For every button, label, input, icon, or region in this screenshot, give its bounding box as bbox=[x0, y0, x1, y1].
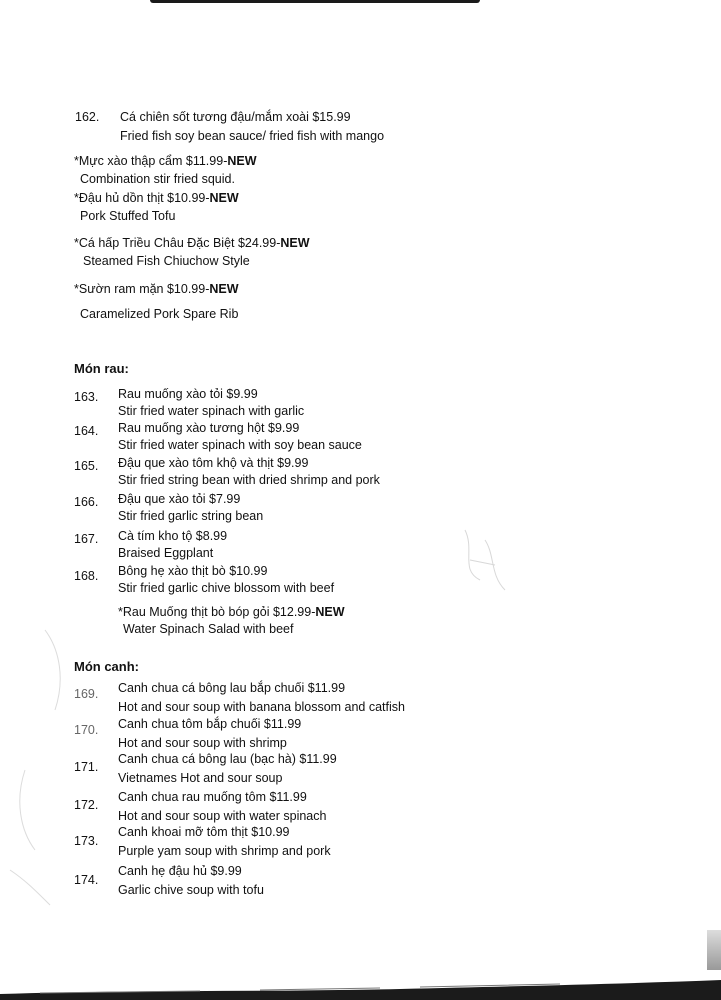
item-number: 168. bbox=[74, 569, 99, 583]
item-number: 164. bbox=[74, 424, 99, 438]
item-description: Stir fried water spinach with soy bean sauce bbox=[118, 438, 362, 452]
item-description: Stir fried string bean with dried shrimp and pork bbox=[118, 473, 380, 487]
new-badge: NEW bbox=[315, 605, 345, 619]
item-number: 172. bbox=[74, 798, 99, 812]
special-description: Water Spinach Salad with beef bbox=[123, 622, 294, 636]
item-name: Canh hẹ đậu hủ $9.99 bbox=[118, 864, 242, 878]
item-description: Garlic chive soup with tofu bbox=[118, 883, 264, 897]
item-number: 167. bbox=[74, 532, 99, 546]
special-item bbox=[74, 189, 239, 225]
special-name: *Rau Muống thịt bò bóp gỏi $12.99- bbox=[118, 605, 316, 619]
special-item bbox=[74, 280, 239, 298]
item-description: Stir fried water spinach with garlic bbox=[118, 404, 305, 418]
menu-item bbox=[74, 455, 494, 491]
item-number: 171. bbox=[74, 760, 99, 774]
item-name: Canh chua cá bông lau bắp chuối $11.99 bbox=[118, 681, 346, 695]
menu-item bbox=[74, 491, 494, 527]
pencil-sketch-left bbox=[5, 620, 75, 910]
special-item bbox=[74, 234, 310, 270]
item-number: 169. bbox=[74, 687, 99, 701]
item-description: Braised Eggplant bbox=[118, 546, 214, 560]
item-number: 174. bbox=[74, 873, 99, 887]
special-item bbox=[118, 604, 345, 638]
menu-item bbox=[74, 750, 514, 786]
menu-item bbox=[74, 788, 514, 824]
item-description: Purple yam soup with shrimp and pork bbox=[118, 844, 331, 858]
menu-item bbox=[74, 862, 514, 898]
new-badge: NEW bbox=[209, 191, 239, 205]
item-name: Cà tím kho tộ $8.99 bbox=[118, 529, 228, 543]
item-name: Canh chua tôm bắp chuối $11.99 bbox=[118, 717, 302, 731]
special-name: *Mực xào thập cẩm $11.99- bbox=[74, 154, 228, 168]
item-name: Đậu que xào tôm khộ và thịt $9.99 bbox=[118, 456, 309, 470]
item-number: 165. bbox=[74, 459, 99, 473]
special-name: *Sườn ram mặn $10.99- bbox=[74, 282, 210, 296]
item-description: Vietnames Hot and sour soup bbox=[118, 771, 283, 785]
new-badge: NEW bbox=[209, 282, 239, 296]
item-description: Hot and sour soup with shrimp bbox=[118, 736, 287, 750]
item-description: Hot and sour soup with banana blossom and catfish bbox=[118, 700, 405, 714]
item-number: 163. bbox=[74, 390, 99, 404]
item-name: Canh chua rau muống tôm $11.99 bbox=[118, 790, 307, 804]
item-description: Stir fried garlic chive blossom with beef bbox=[118, 581, 335, 595]
special-description: Combination stir fried squid. bbox=[80, 172, 235, 186]
item-name: Bông hẹ xào thịt bò $10.99 bbox=[118, 564, 268, 578]
menu-item bbox=[74, 528, 494, 564]
special-description: Caramelized Pork Spare Rib bbox=[80, 307, 239, 321]
item-name: Đậu que xào tỏi $7.99 bbox=[118, 492, 241, 506]
item-description: Stir fried garlic string bean bbox=[118, 509, 264, 523]
item-number: 162. bbox=[75, 110, 100, 124]
new-badge: NEW bbox=[280, 236, 310, 250]
new-badge: NEW bbox=[227, 154, 257, 168]
special-name: *Đậu hủ dồn thịt $10.99- bbox=[74, 191, 210, 205]
item-number: 170. bbox=[74, 723, 99, 737]
menu-item bbox=[74, 679, 514, 715]
item-name: Rau muống xào tỏi $9.99 bbox=[118, 387, 258, 401]
menu-item bbox=[74, 386, 494, 422]
menu-item bbox=[74, 823, 514, 859]
item-name: Canh chua cá bông lau (bạc hà) $11.99 bbox=[118, 752, 337, 766]
item-name: Canh khoai mỡ tôm thịt $10.99 bbox=[118, 825, 290, 839]
scan-top-edge bbox=[150, 0, 480, 3]
special-item bbox=[74, 152, 257, 188]
menu-item bbox=[74, 420, 494, 456]
special-name: *Cá hấp Triều Châu Đặc Biệt $24.99- bbox=[74, 236, 281, 250]
item-description: Hot and sour soup with water spinach bbox=[118, 809, 327, 823]
section-heading: Món rau: bbox=[74, 361, 129, 376]
menu-item bbox=[75, 108, 475, 148]
scan-bottom-edge bbox=[0, 956, 721, 1000]
menu-item bbox=[74, 715, 514, 751]
item-name: Rau muống xào tương hột $9.99 bbox=[118, 421, 300, 435]
item-number: 173. bbox=[74, 834, 99, 848]
menu-item bbox=[74, 563, 494, 599]
item-description: Fried fish soy bean sauce/ fried fish with mango bbox=[120, 129, 385, 143]
special-description: Pork Stuffed Tofu bbox=[80, 209, 176, 223]
item-number: 166. bbox=[74, 495, 99, 509]
item-name: Cá chiên sốt tương đậu/mắm xoài $15.99 bbox=[120, 110, 351, 124]
section-heading: Món canh: bbox=[74, 659, 139, 674]
special-description: Steamed Fish Chiuchow Style bbox=[83, 254, 250, 268]
